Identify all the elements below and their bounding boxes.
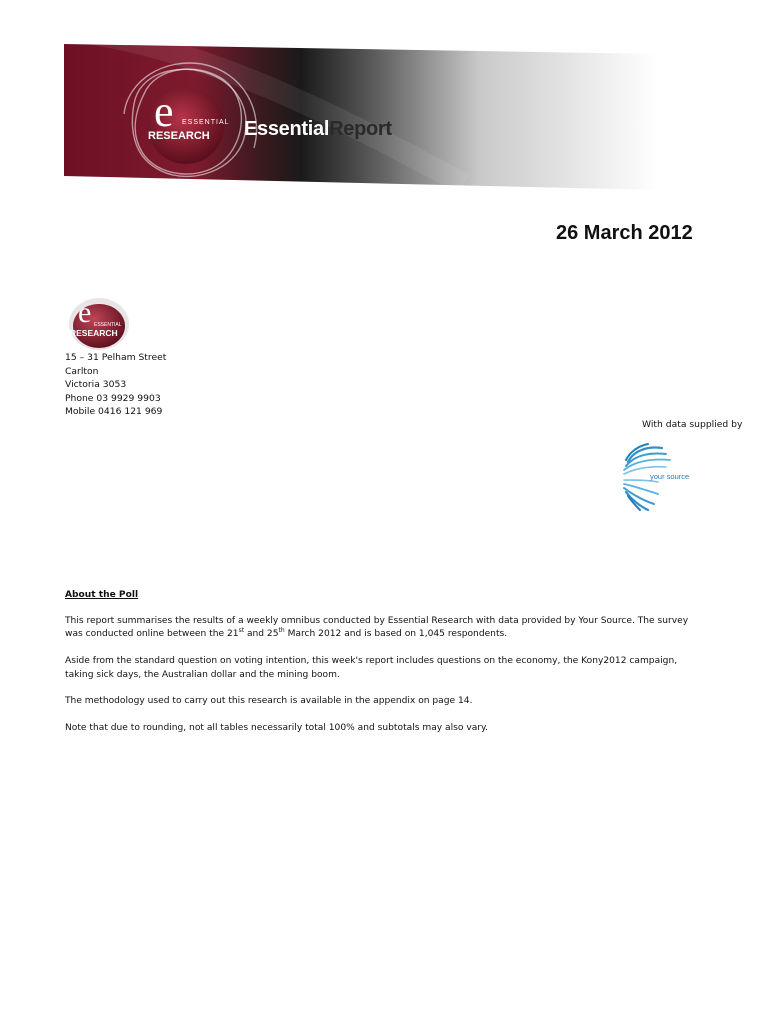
banner-logo-letter: e [154, 87, 174, 136]
small-logo-line1: ESSENTIAL [94, 322, 122, 328]
address-state: Victoria 3053 [65, 379, 127, 390]
address-suburb: Carlton [65, 365, 99, 377]
banner-title [244, 118, 392, 141]
about-heading: About the Poll [65, 590, 139, 600]
address-phone: Phone 03 9929 9903 [65, 392, 161, 404]
about-paragraph-1: This report summarises the results of a weekly omnibus conducted by Essential Research with data provided by Your Source. The survey was conducted online between the 21st and 25th March 2012 and is based on 1,045 respondents. [65, 615, 689, 640]
address-street: 15 – 31 Pelham Street [65, 352, 167, 363]
your-source-logo [618, 440, 692, 512]
banner-title-report: Report [329, 118, 392, 140]
about-paragraph-4: Note that due to rounding, not all tables necessarily total 100% and subtotals may also vary. [65, 723, 489, 734]
about-the-poll-section [65, 589, 705, 749]
report-date: 26 March 2012 [556, 222, 693, 244]
essential-research-logo [66, 294, 132, 354]
banner-title-essential: Essential [244, 118, 330, 140]
banner-logo-line1: ESSENTIAL [182, 119, 230, 126]
contact-address [65, 351, 166, 419]
banner-logo-line2: RESEARCH [148, 130, 210, 142]
about-paragraph-3: The methodology used to carry out this research is available in the appendix on page 14. [65, 696, 473, 707]
small-logo-letter: e [78, 296, 92, 329]
address-mobile: Mobile 0416 121 969 [65, 406, 163, 417]
data-supplied-by-label: With data supplied by [642, 419, 743, 430]
about-paragraph-2: Aside from the standard question on voting intention, this week's report includes questions on the economy, the Kony2012 campaign, taking sick days, the Australian dollar and the mining boom. [65, 656, 678, 680]
header-banner [64, 44, 658, 192]
small-logo-line2: RESEARCH [70, 328, 118, 338]
your-source-logo-text: your source [650, 472, 690, 481]
